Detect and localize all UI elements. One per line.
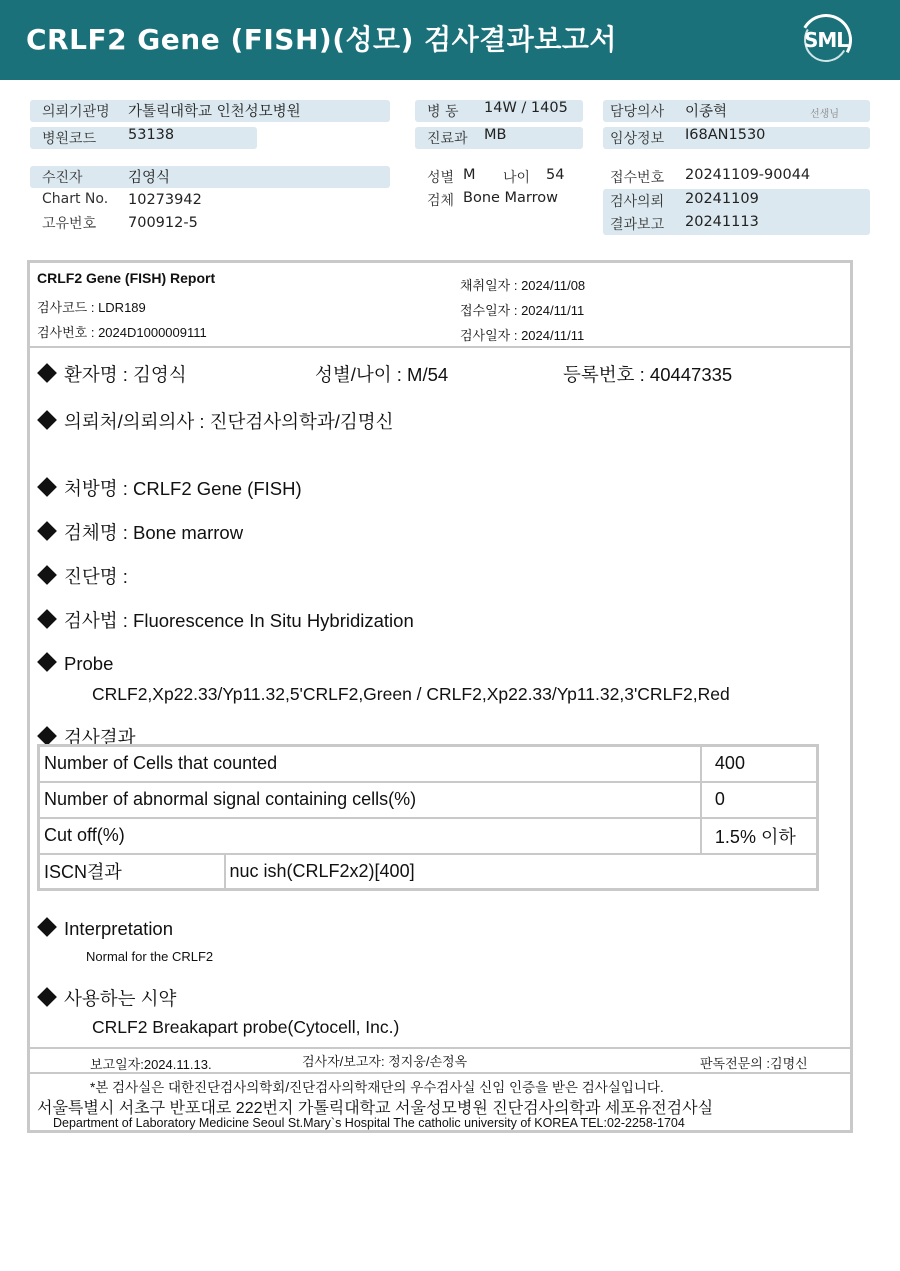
iscn-value: nuc ish(CRLF2x2)[400] [225,854,818,890]
sex-value: M [463,167,476,183]
specimen-text: 검체명 : Bone marrow [64,522,244,543]
report-box [27,260,853,1133]
table-row [39,818,818,854]
chart-value: 10273942 [128,192,202,208]
registration-number: 등록번호 : 40447335 [563,364,733,385]
table-row [39,782,818,818]
diamond-bullet-icon [37,917,57,937]
footer-divider [30,1047,850,1049]
receive-date: 접수일자 : 2024/11/11 [460,303,585,318]
diamond-bullet-icon [37,477,57,497]
header-divider [30,346,850,348]
age-value: 54 [546,167,565,183]
clinical-label: 임상정보 [610,131,665,147]
sml-logo [800,14,852,66]
interpretation-text: Normal for the CRLF2 [86,949,214,964]
collect-date: 채취일자 : 2024/11/08 [460,278,586,293]
department-english: Department of Laboratory Medicine Seoul St.Mary`s Hospital The catholic university of KOREA TEL:02-2258-1704 [53,1116,685,1130]
probe-line [40,653,113,675]
doctor-suffix: 선생님 [810,109,839,120]
hospital-code-value: 53138 [128,127,175,143]
result-value: 1.5% 이하 [701,818,818,854]
institution-label: 의뢰기관명 [42,104,110,120]
age-label: 나이 [503,170,531,186]
requester-text: 의뢰처/의뢰의사 : 진단검사의학과/김명신 [64,411,394,432]
ward-value: 14W / 1405 [484,100,568,116]
footer-divider-2 [30,1072,850,1074]
unique-value: 700912-5 [128,215,198,231]
reviewer: 판독전문의 :김명신 [700,1056,808,1071]
doctor-label: 담당의사 [610,104,665,120]
diamond-bullet-icon [37,652,57,672]
report-date: 보고일자:2024.11.13. [90,1057,212,1072]
interpretation-label: Interpretation [64,918,174,939]
probe-label: Probe [64,653,114,674]
specimen-line [40,519,243,545]
diamond-bullet-icon [37,410,57,430]
results-table [37,744,819,891]
results-label: 검사결과 [64,727,136,748]
result-name: Cut off(%) [39,818,701,854]
result-value: 400 [701,746,818,782]
sex-age-text: 성별/나이 : M/54 [315,364,449,385]
ward-label: 병 동 [427,104,459,120]
diamond-bullet-icon [37,987,57,1007]
test-number: 검사번호 : 2024D1000009111 [37,325,207,340]
diagnosis-text: 진단명 : [64,566,128,587]
reagent-line [40,985,176,1011]
test-date: 검사일자 : 2024/11/11 [460,328,585,343]
tester: 검사자/보고자: 정지웅/손정옥 [302,1054,468,1069]
hospital-code-label: 병원코드 [42,131,97,147]
patient-value: 김영식 [128,170,171,186]
doctor-value: 이종혁 [685,104,728,120]
reagent-text: CRLF2 Breakapart probe(Cytocell, Inc.) [92,1017,400,1037]
dept-label: 진료과 [427,131,468,147]
patient-row-bg [30,166,390,188]
iscn-label: ISCN결과 [39,854,225,890]
reagent-label: 사용하는 시약 [64,988,177,1009]
logo-text: SML [803,28,849,52]
lab-address: 서울특별시 서초구 반포대로 222번지 가톨릭대학교 서울성모병원 진단검사의학과 세포유전검사실 [37,1100,714,1117]
patient-label: 수진자 [42,170,83,186]
chart-label: Chart No. [42,191,109,207]
patient-name-line [40,361,187,387]
request-label: 검사의뢰 [610,194,665,210]
prescription-text: 처방명 : CRLF2 Gene (FISH) [64,478,302,499]
interpretation-line [40,918,173,940]
table-row [39,854,818,890]
request-value: 20241109 [685,191,759,207]
test-code: 검사코드 : LDR189 [37,300,146,315]
receipt-value: 20241109-90044 [685,167,811,183]
header-banner [0,0,900,80]
clinical-value: I68AN1530 [685,127,766,143]
result-value: 20241113 [685,214,759,230]
certification-note: *본 검사실은 대한진단검사의학회/진단검사의학재단의 우수검사실 신임 인증을 받은 검사실입니다. [90,1080,664,1095]
diamond-bullet-icon [37,726,57,746]
unique-label: 고유번호 [42,216,97,232]
diagnosis-line [40,563,128,589]
page-title: CRLF2 Gene (FISH)(성모) 검사결과보고서 [26,23,617,56]
patient-name-text: 환자명 : 김영식 [64,364,187,385]
diamond-bullet-icon [37,565,57,585]
specimen-value: Bone Marrow [463,190,559,206]
diamond-bullet-icon [37,363,57,383]
result-label: 결과보고 [610,217,665,233]
requester-line [40,408,394,434]
specimen-label: 검체 [427,193,455,209]
probe-text: CRLF2,Xp22.33/Yp11.32,5'CRLF2,Green / CRLF2,Xp22.33/Yp11.32,3'CRLF2,Red [92,684,730,704]
sex-label: 성별 [427,170,455,186]
dept-value: MB [484,127,507,143]
result-name: Number of Cells that counted [39,746,701,782]
method-line [40,607,414,633]
report-title: CRLF2 Gene (FISH) Report [37,270,216,286]
table-row [39,746,818,782]
result-value: 0 [701,782,818,818]
diamond-bullet-icon [37,609,57,629]
receipt-label: 접수번호 [610,170,665,186]
result-name: Number of abnormal signal containing cells(%) [39,782,701,818]
method-text: 검사법 : Fluorescence In Situ Hybridization [64,610,414,631]
institution-value: 가톨릭대학교 인천성모병원 [128,104,301,120]
prescription-line [40,475,302,501]
diamond-bullet-icon [37,521,57,541]
